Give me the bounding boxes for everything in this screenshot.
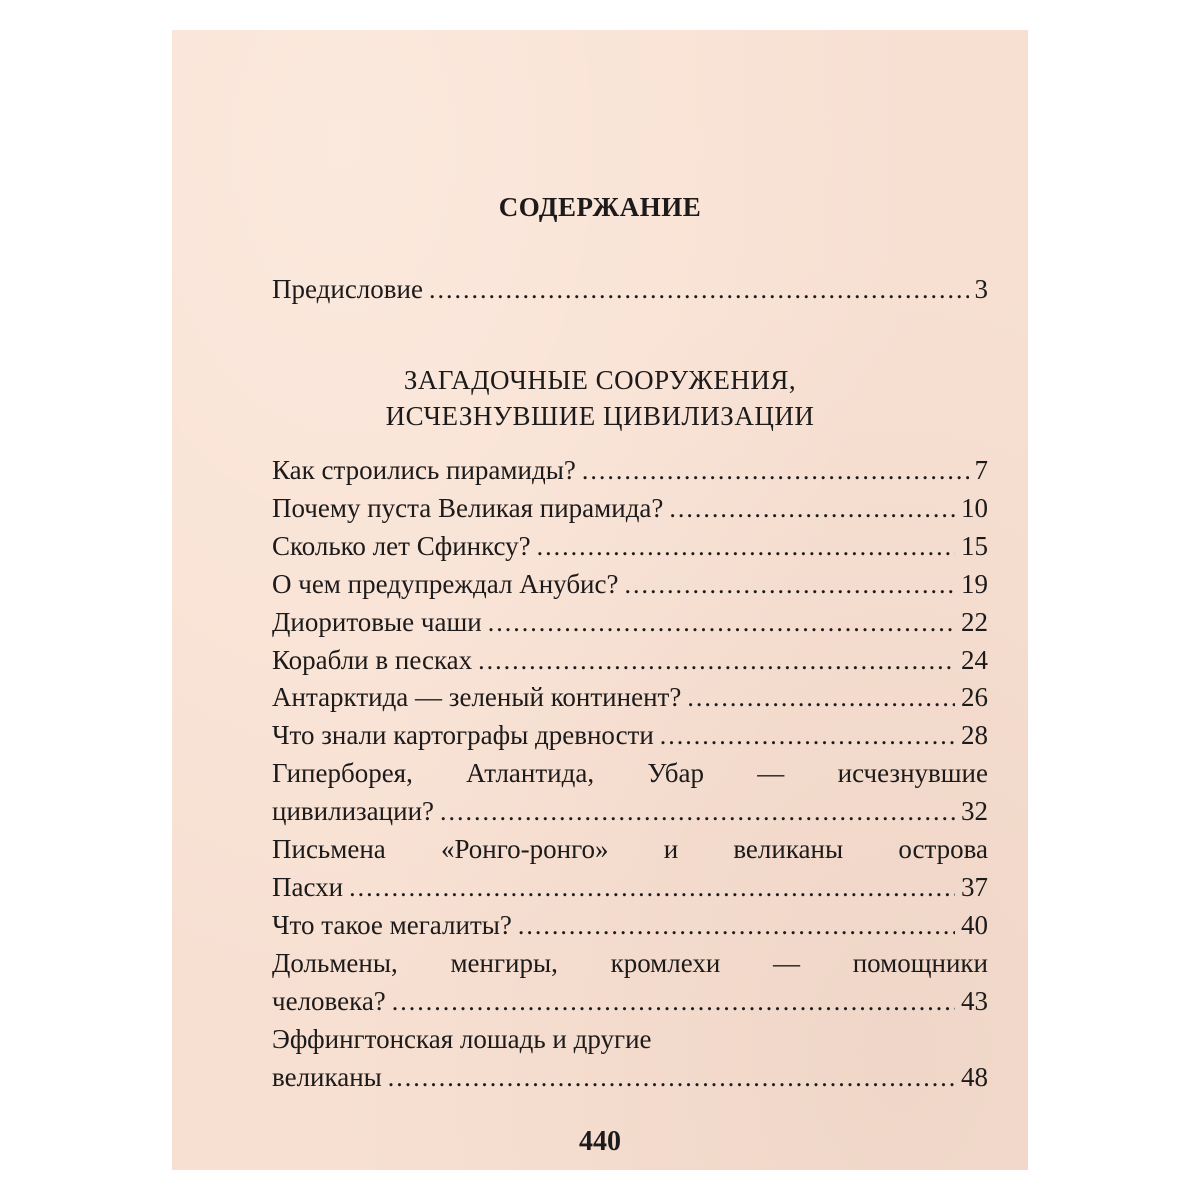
- leader-dots: [537, 528, 955, 566]
- leader-dots: [660, 717, 955, 755]
- leader-dots: [582, 452, 969, 490]
- toc-entry-line: Гиперборея, Атлантида, Убар — исчезнувшие: [272, 758, 988, 789]
- entry-title: Что знали картографы древности: [272, 720, 654, 751]
- entry-title: Эффингтонская лошадь и другие: [272, 1023, 652, 1054]
- entry-page: 3: [974, 274, 988, 304]
- entry-title: Пасхи: [272, 871, 344, 902]
- leader-dots: [624, 566, 955, 604]
- entry-page: 26: [961, 682, 988, 713]
- entry-page: 48: [961, 1061, 988, 1092]
- entry-page: 7: [974, 455, 988, 485]
- entry-title: О чем предупреждал Анубис?: [272, 568, 619, 599]
- leader-dots: [388, 1059, 955, 1097]
- leader-dots: [392, 983, 955, 1021]
- entry-page: 37: [961, 871, 988, 902]
- entry-title: Предисловие: [272, 274, 423, 304]
- leader-dots: [518, 907, 955, 945]
- entry-page: 15: [961, 530, 988, 561]
- section-title: [172, 362, 1028, 434]
- toc-entry: [272, 907, 988, 945]
- entry-title: Диоритовые чаши: [272, 606, 482, 637]
- leader-dots: [349, 869, 955, 907]
- entry-page: 10: [961, 492, 988, 523]
- leader-dots: [669, 490, 955, 528]
- leader-dots: [429, 271, 969, 309]
- entry-page: 22: [961, 606, 988, 637]
- entry-page: 19: [961, 568, 988, 599]
- book-page: [172, 30, 1028, 1170]
- section-title-line: ИСЧЕЗНУВШИЕ ЦИВИЛИЗАЦИИ: [385, 401, 815, 431]
- leader-dots: [687, 679, 955, 717]
- page-title: СОДЕРЖАНИЕ: [498, 192, 702, 222]
- leader-dots: [488, 604, 955, 642]
- entry-page: 40: [961, 909, 988, 940]
- entry-page: 32: [961, 796, 988, 827]
- entry-title: великаны: [272, 1061, 382, 1092]
- toc-entry: [272, 642, 988, 680]
- table-of-contents: [272, 452, 988, 1096]
- toc-entry-line: Письмена «Ронго-ронго» и великаны острова: [272, 834, 988, 865]
- toc-entry: [272, 490, 988, 528]
- page-number: 440: [579, 1126, 621, 1157]
- entry-title: человека?: [272, 985, 386, 1016]
- toc-entry-line: Дольмены, менгиры, кромлехи — помощники: [272, 947, 988, 978]
- toc-entry: [272, 566, 988, 604]
- toc-entry: [272, 452, 988, 490]
- toc-entry-line: [272, 1021, 988, 1059]
- entry-title: Сколько лет Сфинксу?: [272, 530, 531, 561]
- entry-page: 43: [961, 985, 988, 1016]
- toc-entry: [272, 869, 988, 907]
- toc-entry: [272, 1059, 988, 1097]
- toc-entry: [272, 679, 988, 717]
- entry-page: 28: [961, 720, 988, 751]
- entry-title: Что такое мегалиты?: [272, 909, 512, 940]
- entry-title: Корабли в песках: [272, 644, 473, 675]
- toc-entry: [272, 983, 988, 1021]
- toc-entry: [272, 793, 988, 831]
- entry-title: цивилизации?: [272, 796, 434, 827]
- section-title-line: ЗАГАДОЧНЫЕ СООРУЖЕНИЯ,: [403, 365, 797, 395]
- leader-dots: [440, 793, 955, 831]
- entry-page: 24: [961, 644, 988, 675]
- entry-title: Как строились пирамиды?: [272, 455, 576, 485]
- entry-title: Почему пуста Великая пирамида?: [272, 492, 664, 523]
- toc-entry: [272, 717, 988, 755]
- toc-entry: [272, 528, 988, 566]
- entry-title: Антарктида — зеленый континент?: [272, 682, 682, 713]
- toc-entry: [272, 604, 988, 642]
- leader-dots: [478, 642, 955, 680]
- preface-entry: [272, 271, 988, 309]
